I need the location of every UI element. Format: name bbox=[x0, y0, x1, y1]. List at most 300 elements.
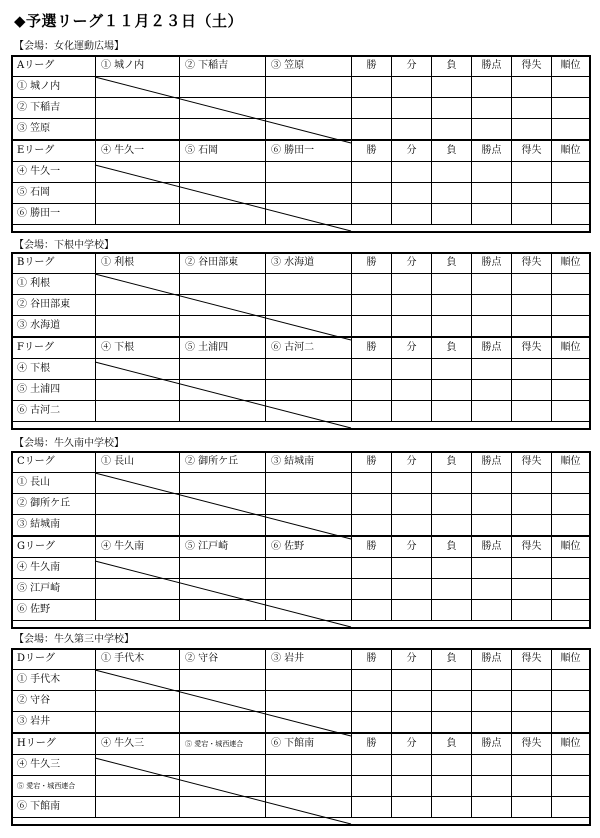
result-cell bbox=[266, 755, 352, 776]
stat-header: 勝 bbox=[352, 253, 392, 274]
team-column-header: ① 城ノ内 bbox=[96, 56, 180, 77]
result-cell bbox=[180, 670, 266, 691]
league-name: Fリーグ bbox=[12, 337, 96, 359]
team-column-header: ④ 牛久一 bbox=[96, 140, 180, 162]
result-cell bbox=[180, 401, 266, 422]
team-row bbox=[12, 600, 590, 621]
result-cell bbox=[552, 558, 590, 579]
stat-header: 負 bbox=[432, 56, 472, 77]
league-name: Dリーグ bbox=[12, 649, 96, 670]
team-column-header: ⑤ 愛宕・城西連合 bbox=[180, 733, 266, 755]
team-row bbox=[12, 162, 590, 183]
result-cell bbox=[392, 380, 432, 401]
team-row bbox=[12, 691, 590, 712]
team-name: ⑥ 勝田一 bbox=[12, 204, 96, 225]
result-cell bbox=[180, 183, 266, 204]
result-cell bbox=[512, 316, 552, 338]
team-row bbox=[12, 473, 590, 494]
result-cell bbox=[180, 579, 266, 600]
team-row bbox=[12, 380, 590, 401]
team-row bbox=[12, 204, 590, 225]
stat-header: 勝 bbox=[352, 140, 392, 162]
result-cell bbox=[512, 600, 552, 621]
team-column-header: ⑤ 石岡 bbox=[180, 140, 266, 162]
result-cell bbox=[512, 558, 552, 579]
result-cell bbox=[512, 494, 552, 515]
stat-header: 分 bbox=[392, 253, 432, 274]
result-cell bbox=[432, 77, 472, 98]
result-cell bbox=[392, 77, 432, 98]
league-header-row bbox=[12, 452, 590, 473]
result-cell bbox=[472, 473, 512, 494]
result-cell bbox=[266, 98, 352, 119]
result-cell bbox=[180, 494, 266, 515]
result-cell bbox=[266, 515, 352, 537]
result-cell bbox=[432, 401, 472, 422]
result-cell bbox=[432, 579, 472, 600]
result-cell bbox=[472, 579, 512, 600]
team-name: ② 守谷 bbox=[12, 691, 96, 712]
team-row bbox=[12, 755, 590, 776]
stat-header: 勝 bbox=[352, 452, 392, 473]
team-column-header: ④ 下根 bbox=[96, 337, 180, 359]
result-cell bbox=[180, 712, 266, 734]
team-name: ① 長山 bbox=[12, 473, 96, 494]
result-cell bbox=[352, 380, 392, 401]
result-cell bbox=[392, 558, 432, 579]
stat-header: 負 bbox=[432, 140, 472, 162]
result-cell bbox=[180, 755, 266, 776]
team-name: ④ 牛久三 bbox=[12, 755, 96, 776]
team-column-header: ④ 牛久三 bbox=[96, 733, 180, 755]
result-cell bbox=[472, 380, 512, 401]
result-cell bbox=[512, 691, 552, 712]
result-cell bbox=[96, 600, 180, 621]
stat-header: 分 bbox=[392, 140, 432, 162]
team-column-header: ② 谷田部東 bbox=[180, 253, 266, 274]
result-cell bbox=[96, 558, 180, 579]
stat-header: 得失 bbox=[512, 337, 552, 359]
result-cell bbox=[266, 776, 352, 797]
team-column-header: ② 御所ケ丘 bbox=[180, 452, 266, 473]
result-cell bbox=[180, 274, 266, 295]
team-row bbox=[12, 712, 590, 734]
result-cell bbox=[352, 295, 392, 316]
team-column-header: ③ 岩井 bbox=[266, 649, 352, 670]
stat-header: 分 bbox=[392, 649, 432, 670]
team-row bbox=[12, 359, 590, 380]
team-column-header: ③ 笠原 bbox=[266, 56, 352, 77]
team-name: ③ 岩井 bbox=[12, 712, 96, 734]
stat-header: 勝点 bbox=[472, 337, 512, 359]
result-cell bbox=[266, 797, 352, 818]
result-cell bbox=[392, 274, 432, 295]
result-cell bbox=[352, 670, 392, 691]
stat-header: 分 bbox=[392, 733, 432, 755]
result-cell bbox=[552, 162, 590, 183]
result-cell bbox=[512, 274, 552, 295]
stat-header: 順位 bbox=[552, 140, 590, 162]
result-cell bbox=[512, 295, 552, 316]
team-name: ⑥ 佐野 bbox=[12, 600, 96, 621]
stat-header: 得失 bbox=[512, 56, 552, 77]
result-cell bbox=[512, 77, 552, 98]
result-cell bbox=[180, 797, 266, 818]
result-cell bbox=[96, 119, 180, 141]
team-column-header: ⑥ 古河二 bbox=[266, 337, 352, 359]
result-cell bbox=[512, 380, 552, 401]
team-name: ② 下稲吉 bbox=[12, 98, 96, 119]
result-cell bbox=[472, 755, 512, 776]
result-cell bbox=[266, 316, 352, 338]
stat-header: 勝 bbox=[352, 56, 392, 77]
result-cell bbox=[392, 670, 432, 691]
team-column-header: ② 守谷 bbox=[180, 649, 266, 670]
result-cell bbox=[352, 274, 392, 295]
result-cell bbox=[392, 776, 432, 797]
result-cell bbox=[552, 473, 590, 494]
team-name: ⑤ 土浦四 bbox=[12, 380, 96, 401]
result-cell bbox=[432, 494, 472, 515]
result-cell bbox=[472, 183, 512, 204]
result-cell bbox=[432, 797, 472, 818]
team-row bbox=[12, 295, 590, 316]
league-name: Eリーグ bbox=[12, 140, 96, 162]
result-cell bbox=[552, 579, 590, 600]
result-cell bbox=[180, 515, 266, 537]
stat-header: 負 bbox=[432, 536, 472, 558]
result-cell bbox=[266, 274, 352, 295]
stat-header: 分 bbox=[392, 337, 432, 359]
result-cell bbox=[96, 515, 180, 537]
result-cell bbox=[512, 755, 552, 776]
result-cell bbox=[552, 119, 590, 141]
result-cell bbox=[266, 579, 352, 600]
result-cell bbox=[432, 359, 472, 380]
result-cell bbox=[96, 494, 180, 515]
result-cell bbox=[552, 77, 590, 98]
result-cell bbox=[266, 401, 352, 422]
team-column-header: ② 下稲吉 bbox=[180, 56, 266, 77]
result-cell bbox=[180, 295, 266, 316]
stat-header: 順位 bbox=[552, 56, 590, 77]
stat-header: 勝点 bbox=[472, 253, 512, 274]
result-cell bbox=[352, 316, 392, 338]
venue-label: 【会場：女化運動広場】 bbox=[14, 41, 124, 52]
result-cell bbox=[180, 776, 266, 797]
result-cell bbox=[180, 600, 266, 621]
result-cell bbox=[352, 162, 392, 183]
league-table bbox=[11, 648, 590, 818]
team-row bbox=[12, 77, 590, 98]
league-name: Aリーグ bbox=[12, 56, 96, 77]
result-cell bbox=[512, 119, 552, 141]
result-cell bbox=[552, 183, 590, 204]
result-cell bbox=[352, 797, 392, 818]
league-header-row bbox=[12, 337, 590, 359]
result-cell bbox=[472, 670, 512, 691]
team-row bbox=[12, 98, 590, 119]
stat-header: 分 bbox=[392, 536, 432, 558]
result-cell bbox=[512, 183, 552, 204]
venue-label: 【会場：牛久南中学校】 bbox=[14, 438, 124, 449]
result-cell bbox=[472, 162, 512, 183]
result-cell bbox=[392, 295, 432, 316]
result-cell bbox=[512, 204, 552, 225]
result-cell bbox=[96, 295, 180, 316]
result-cell bbox=[352, 579, 392, 600]
team-name: ⑥ 下館南 bbox=[12, 797, 96, 818]
page-title: ◆予選リーグ１１月２３日（土） bbox=[14, 12, 244, 30]
result-cell bbox=[180, 162, 266, 183]
result-cell bbox=[432, 691, 472, 712]
result-cell bbox=[512, 162, 552, 183]
result-cell bbox=[552, 776, 590, 797]
result-cell bbox=[512, 670, 552, 691]
team-name: ⑤ 愛宕・城西連合 bbox=[12, 776, 96, 797]
team-column-header: ④ 牛久南 bbox=[96, 536, 180, 558]
team-name: ⑥ 古河二 bbox=[12, 401, 96, 422]
stat-header: 負 bbox=[432, 253, 472, 274]
result-cell bbox=[392, 204, 432, 225]
league-table bbox=[11, 55, 590, 225]
result-cell bbox=[512, 473, 552, 494]
result-cell bbox=[96, 316, 180, 338]
result-cell bbox=[552, 359, 590, 380]
result-cell bbox=[432, 204, 472, 225]
result-cell bbox=[432, 558, 472, 579]
team-column-header: ③ 結城南 bbox=[266, 452, 352, 473]
venue-label: 【会場：下根中学校】 bbox=[14, 240, 114, 251]
result-cell bbox=[96, 380, 180, 401]
stat-header: 得失 bbox=[512, 452, 552, 473]
stat-header: 得失 bbox=[512, 140, 552, 162]
stat-header: 勝 bbox=[352, 536, 392, 558]
result-cell bbox=[552, 691, 590, 712]
team-name: ① 利根 bbox=[12, 274, 96, 295]
result-cell bbox=[96, 77, 180, 98]
result-cell bbox=[96, 473, 180, 494]
result-cell bbox=[96, 204, 180, 225]
result-cell bbox=[392, 119, 432, 141]
team-column-header: ⑤ 江戸崎 bbox=[180, 536, 266, 558]
result-cell bbox=[472, 204, 512, 225]
stat-header: 順位 bbox=[552, 733, 590, 755]
result-cell bbox=[552, 712, 590, 734]
result-cell bbox=[96, 691, 180, 712]
result-cell bbox=[180, 691, 266, 712]
result-cell bbox=[352, 183, 392, 204]
result-cell bbox=[472, 600, 512, 621]
team-name: ② 谷田部東 bbox=[12, 295, 96, 316]
team-name: ③ 結城南 bbox=[12, 515, 96, 537]
result-cell bbox=[352, 515, 392, 537]
result-cell bbox=[96, 98, 180, 119]
result-cell bbox=[180, 558, 266, 579]
result-cell bbox=[512, 797, 552, 818]
result-cell bbox=[432, 183, 472, 204]
result-cell bbox=[96, 401, 180, 422]
result-cell bbox=[432, 295, 472, 316]
result-cell bbox=[266, 119, 352, 141]
result-cell bbox=[266, 77, 352, 98]
team-column-header: ① 利根 bbox=[96, 253, 180, 274]
result-cell bbox=[180, 77, 266, 98]
result-cell bbox=[472, 558, 512, 579]
league-header-row bbox=[12, 649, 590, 670]
league-header-row bbox=[12, 733, 590, 755]
result-cell bbox=[512, 359, 552, 380]
team-row bbox=[12, 401, 590, 422]
team-row bbox=[12, 558, 590, 579]
result-cell bbox=[352, 712, 392, 734]
stat-header: 順位 bbox=[552, 452, 590, 473]
result-cell bbox=[266, 600, 352, 621]
team-column-header: ⑤ 土浦四 bbox=[180, 337, 266, 359]
stat-header: 順位 bbox=[552, 649, 590, 670]
result-cell bbox=[472, 77, 512, 98]
team-column-header: ③ 水海道 bbox=[266, 253, 352, 274]
result-cell bbox=[352, 755, 392, 776]
result-cell bbox=[552, 295, 590, 316]
result-cell bbox=[180, 359, 266, 380]
league-name: Bリーグ bbox=[12, 253, 96, 274]
result-cell bbox=[96, 183, 180, 204]
team-column-header: ① 手代木 bbox=[96, 649, 180, 670]
result-cell bbox=[352, 776, 392, 797]
stat-header: 勝点 bbox=[472, 536, 512, 558]
result-cell bbox=[472, 691, 512, 712]
result-cell bbox=[432, 755, 472, 776]
result-cell bbox=[432, 119, 472, 141]
result-cell bbox=[432, 274, 472, 295]
result-cell bbox=[392, 98, 432, 119]
result-cell bbox=[352, 359, 392, 380]
league-header-row bbox=[12, 253, 590, 274]
result-cell bbox=[472, 359, 512, 380]
result-cell bbox=[180, 316, 266, 338]
result-cell bbox=[96, 776, 180, 797]
team-name: ⑤ 江戸崎 bbox=[12, 579, 96, 600]
stat-header: 得失 bbox=[512, 649, 552, 670]
result-cell bbox=[352, 401, 392, 422]
result-cell bbox=[472, 515, 512, 537]
result-cell bbox=[472, 316, 512, 338]
result-cell bbox=[180, 473, 266, 494]
team-column-header: ① 長山 bbox=[96, 452, 180, 473]
result-cell bbox=[96, 797, 180, 818]
result-cell bbox=[180, 380, 266, 401]
result-cell bbox=[472, 776, 512, 797]
stat-header: 順位 bbox=[552, 253, 590, 274]
team-name: ① 手代木 bbox=[12, 670, 96, 691]
venue-label: 【会場：牛久第三中学校】 bbox=[14, 634, 134, 645]
league-name: Cリーグ bbox=[12, 452, 96, 473]
result-cell bbox=[266, 183, 352, 204]
result-cell bbox=[432, 380, 472, 401]
stat-header: 得失 bbox=[512, 253, 552, 274]
result-cell bbox=[392, 494, 432, 515]
team-row bbox=[12, 119, 590, 141]
team-row bbox=[12, 776, 590, 797]
result-cell bbox=[392, 691, 432, 712]
result-cell bbox=[352, 119, 392, 141]
result-cell bbox=[432, 515, 472, 537]
result-cell bbox=[552, 316, 590, 338]
result-cell bbox=[266, 204, 352, 225]
result-cell bbox=[512, 776, 552, 797]
result-cell bbox=[392, 600, 432, 621]
result-cell bbox=[266, 473, 352, 494]
result-cell bbox=[472, 98, 512, 119]
result-cell bbox=[96, 755, 180, 776]
team-name: ⑤ 石岡 bbox=[12, 183, 96, 204]
result-cell bbox=[392, 401, 432, 422]
league-name: Hリーグ bbox=[12, 733, 96, 755]
result-cell bbox=[432, 316, 472, 338]
team-row bbox=[12, 515, 590, 537]
result-cell bbox=[432, 712, 472, 734]
result-cell bbox=[96, 162, 180, 183]
result-cell bbox=[352, 494, 392, 515]
stat-header: 勝点 bbox=[472, 140, 512, 162]
result-cell bbox=[552, 274, 590, 295]
result-cell bbox=[512, 98, 552, 119]
stat-header: 勝点 bbox=[472, 452, 512, 473]
result-cell bbox=[552, 401, 590, 422]
result-cell bbox=[266, 558, 352, 579]
team-name: ② 御所ケ丘 bbox=[12, 494, 96, 515]
team-row bbox=[12, 670, 590, 691]
result-cell bbox=[472, 119, 512, 141]
result-cell bbox=[352, 558, 392, 579]
result-cell bbox=[472, 712, 512, 734]
stat-header: 得失 bbox=[512, 536, 552, 558]
result-cell bbox=[266, 494, 352, 515]
team-row bbox=[12, 579, 590, 600]
result-cell bbox=[472, 274, 512, 295]
result-cell bbox=[96, 274, 180, 295]
stat-header: 負 bbox=[432, 649, 472, 670]
result-cell bbox=[96, 579, 180, 600]
result-cell bbox=[96, 712, 180, 734]
result-cell bbox=[266, 162, 352, 183]
league-header-row bbox=[12, 56, 590, 77]
team-column-header: ⑥ 下館南 bbox=[266, 733, 352, 755]
league-header-row bbox=[12, 140, 590, 162]
league-table bbox=[11, 451, 590, 621]
result-cell bbox=[432, 473, 472, 494]
team-name: ③ 笠原 bbox=[12, 119, 96, 141]
result-cell bbox=[392, 579, 432, 600]
result-cell bbox=[472, 401, 512, 422]
result-cell bbox=[392, 755, 432, 776]
result-cell bbox=[266, 712, 352, 734]
team-name: ③ 水海道 bbox=[12, 316, 96, 338]
result-cell bbox=[472, 494, 512, 515]
result-cell bbox=[432, 600, 472, 621]
team-row bbox=[12, 316, 590, 338]
result-cell bbox=[432, 98, 472, 119]
result-cell bbox=[180, 119, 266, 141]
result-cell bbox=[512, 712, 552, 734]
stat-header: 勝 bbox=[352, 337, 392, 359]
result-cell bbox=[552, 755, 590, 776]
result-cell bbox=[352, 204, 392, 225]
stat-header: 順位 bbox=[552, 536, 590, 558]
result-cell bbox=[552, 670, 590, 691]
league-header-row bbox=[12, 536, 590, 558]
